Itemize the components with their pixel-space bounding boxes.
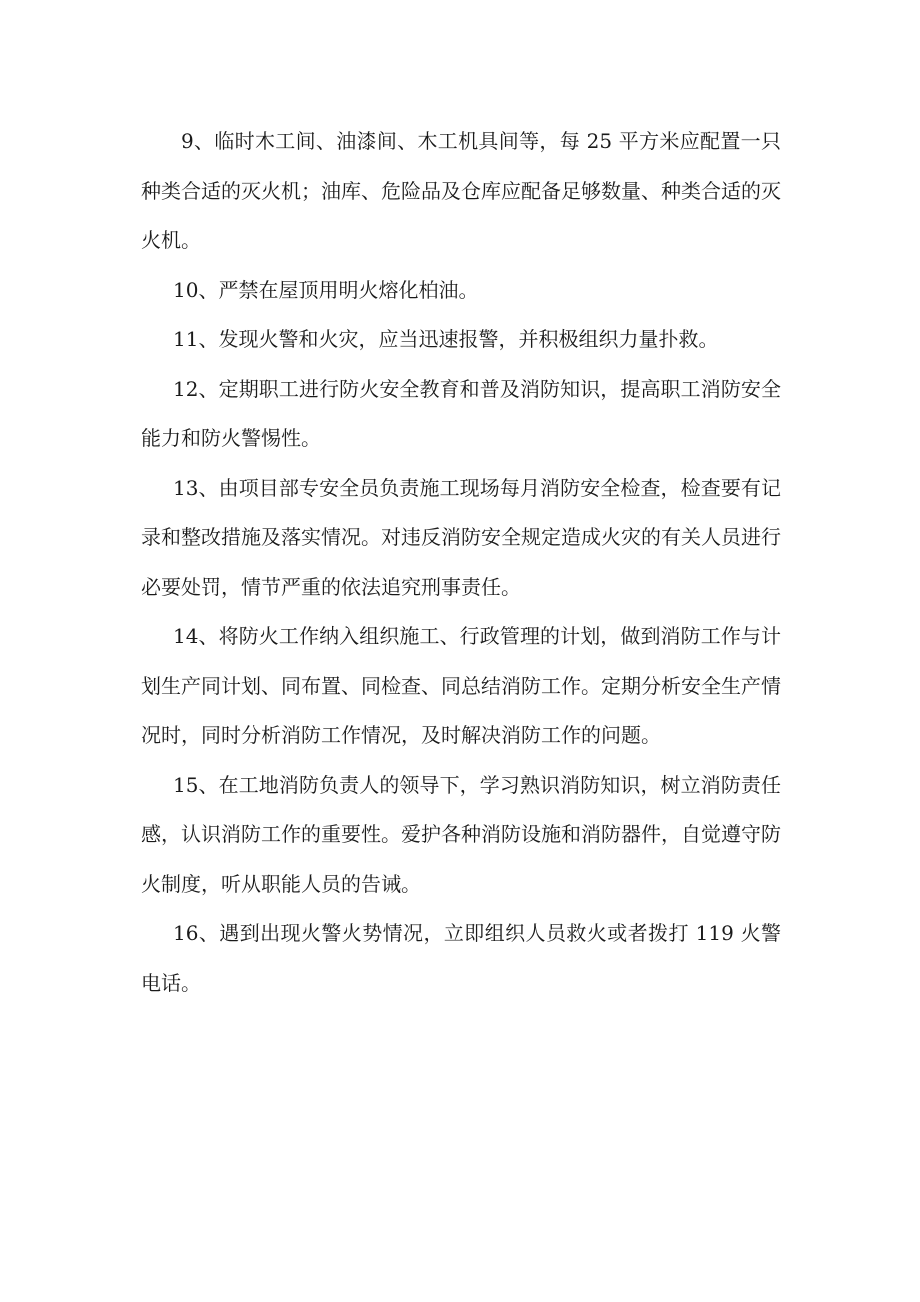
paragraph-item-11: 11、发现火警和火灾，应当迅速报警，并积极组织力量扑救。 — [173, 327, 719, 351]
paragraph-item-15: 15、在工地消防负责人的领导下，学习熟识消防知识，树立消防责任感，认识消防工作的重要性。爱护各种消防设施和消防器件，自觉遵守防火制度，听从职能人员的告诫。 — [141, 772, 781, 896]
document-body — [141, 117, 781, 1008]
paragraph-item-13: 13、由项目部专安全员负责施工现场每月消防安全检查，检查要有记录和整改措施及落实情况。对违反消防安全规定造成火灾的有关人员进行必要处罚，情节严重的依法追究刑事责任。 — [141, 475, 781, 599]
paragraph-item-14: 14、将防火工作纳入组织施工、行政管理的计划，做到消防工作与计划生产同计划、同布置、同检查、同总结消防工作。定期分析安全生产情况时，同时分析消防工作情况，及时解决消防工作的问题。 — [141, 624, 781, 747]
paragraph-item-9: 9、临时木工间、油漆间、木工机具间等，每 25 平方米应配置一只种类合适的灭火机；油库、危险品及仓库应配备足够数量、种类合适的灭火机。 — [141, 129, 781, 252]
paragraph-item-16: 16、遇到出现火警火势情况，立即组织人员救火或者拨打 119 火警电话。 — [141, 921, 781, 995]
paragraph-item-10: 10、严禁在屋顶用明火熔化柏油。 — [173, 277, 479, 302]
paragraph-item-12: 12、定期职工进行防火安全教育和普及消防知识，提高职工消防安全能力和防火警惕性。 — [141, 376, 781, 450]
